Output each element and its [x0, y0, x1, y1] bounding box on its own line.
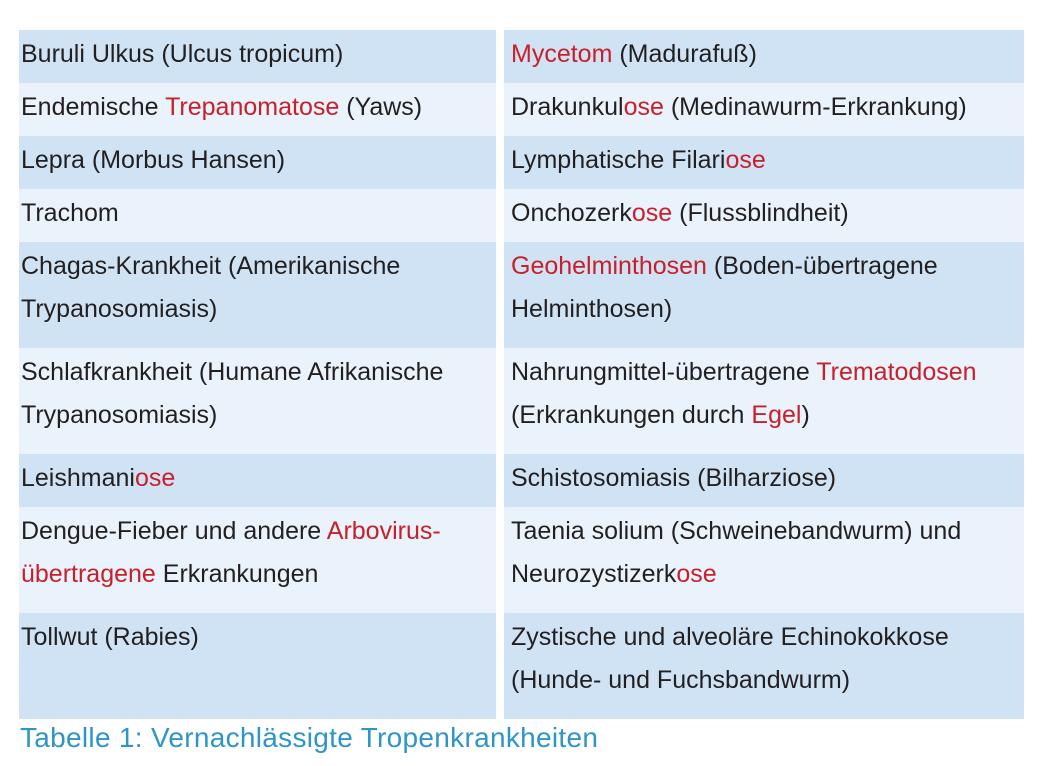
- highlighted-text: Trematodosen: [816, 358, 977, 386]
- cell-text: Schlafkrankheit (Humane Afrikanische: [21, 358, 444, 386]
- table-cell-left: [19, 189, 496, 242]
- highlighted-text: ose: [676, 560, 717, 588]
- cell-line: [21, 83, 494, 134]
- cell-text: Dengue-Fieber und andere: [21, 517, 327, 545]
- cell-text: Drakunkul: [511, 93, 624, 121]
- cell-text: (Yaws): [339, 93, 423, 121]
- cell-text: Helminthosen): [511, 295, 673, 323]
- cell-text: Leishmani: [21, 464, 135, 492]
- table-cell-left: [19, 83, 496, 136]
- table-cell-right: [504, 348, 1024, 454]
- table-row: [19, 613, 1024, 719]
- cell-text: Lepra (Morbus Hansen): [21, 146, 286, 174]
- cell-text: Nahrungmittel-übertragene: [511, 358, 817, 386]
- table-cell-left: [19, 242, 496, 348]
- table-cell-left: [19, 348, 496, 454]
- table-cell-right: [504, 613, 1024, 719]
- highlighted-text: ose: [134, 464, 176, 492]
- table-row: [19, 348, 1024, 454]
- table-cell-right: [504, 189, 1024, 242]
- highlighted-text: Geohelminthosen: [511, 252, 707, 280]
- cell-text: Endemische: [21, 93, 166, 121]
- table-cell-right: [504, 242, 1024, 348]
- cell-line: [511, 83, 1022, 134]
- table-row: [19, 507, 1024, 613]
- table-cell-right: [504, 30, 1024, 83]
- highlighted-text: Egel: [751, 401, 802, 429]
- table-row: [19, 189, 1024, 242]
- cell-text: (Hunde- und Fuchsbandwurm): [511, 666, 851, 694]
- table-row: [19, 454, 1024, 507]
- disease-table: [19, 30, 1024, 719]
- cell-text: Trypanosomiasis): [21, 401, 218, 429]
- cell-text: (Flussblindheit): [672, 199, 849, 227]
- table-cell-right: [504, 136, 1024, 189]
- cell-text: Tollwut (Rabies): [21, 623, 199, 651]
- table-cell-left: [19, 454, 496, 507]
- cell-text: Taenia solium (Schweinebandwurm) und: [511, 517, 962, 545]
- cell-line: [511, 136, 1022, 187]
- highlighted-text: Trepanomatose: [165, 93, 340, 121]
- table-row: [19, 83, 1024, 136]
- cell-text: Zystische und alveoläre Echinokokkose: [511, 623, 949, 651]
- cell-text: Schistosomiasis (Bilharziose): [511, 464, 837, 492]
- table-cell-right: [504, 83, 1024, 136]
- table-cell-left: [19, 30, 496, 83]
- cell-line: [511, 454, 1022, 505]
- table-cell-right: [504, 454, 1024, 507]
- cell-text: Neurozystizerk: [511, 560, 677, 588]
- cell-text: Buruli Ulkus (Ulcus tropicum): [21, 40, 344, 68]
- cell-line: [21, 136, 494, 187]
- cell-text: (Erkrankungen durch: [511, 401, 752, 429]
- cell-text: (Boden-übertragene: [706, 252, 938, 280]
- table-row: [19, 136, 1024, 189]
- cell-text: Trachom: [21, 199, 119, 227]
- highlighted-text: ose: [631, 199, 673, 227]
- highlighted-text: ose: [725, 146, 766, 174]
- cell-text: (Medinawurm-Erkrankung): [663, 93, 967, 121]
- table-caption: Tabelle 1: Vernachlässigte Tropenkrankheiten: [20, 722, 599, 753]
- table-cell-right: [504, 507, 1024, 613]
- cell-text: Onchozerk: [511, 199, 632, 227]
- cell-text: Lymphatische Filari: [511, 146, 726, 174]
- cell-text: Trypanosomiasis): [21, 295, 218, 323]
- highlighted-text: übertragene: [21, 560, 156, 588]
- table-cell-left: [19, 507, 496, 613]
- cell-line: [21, 189, 494, 240]
- highlighted-text: Arbovirus-: [326, 517, 441, 545]
- highlighted-text: ose: [623, 93, 664, 121]
- cell-text: ): [801, 401, 810, 429]
- cell-line: [21, 613, 494, 664]
- table-cell-left: [19, 136, 496, 189]
- cell-line: [21, 454, 494, 505]
- cell-line: [511, 189, 1022, 240]
- cell-line: [511, 30, 1022, 81]
- highlighted-text: Mycetom: [511, 40, 613, 68]
- cell-text: Erkrankungen: [155, 560, 319, 588]
- table-cell-left: [19, 613, 496, 719]
- table-row: [19, 242, 1024, 348]
- cell-text: (Madurafuß): [612, 40, 757, 68]
- table-row: [19, 30, 1024, 83]
- cell-line: [21, 30, 494, 81]
- cell-text: Chagas-Krankheit (Amerikanische: [21, 252, 401, 280]
